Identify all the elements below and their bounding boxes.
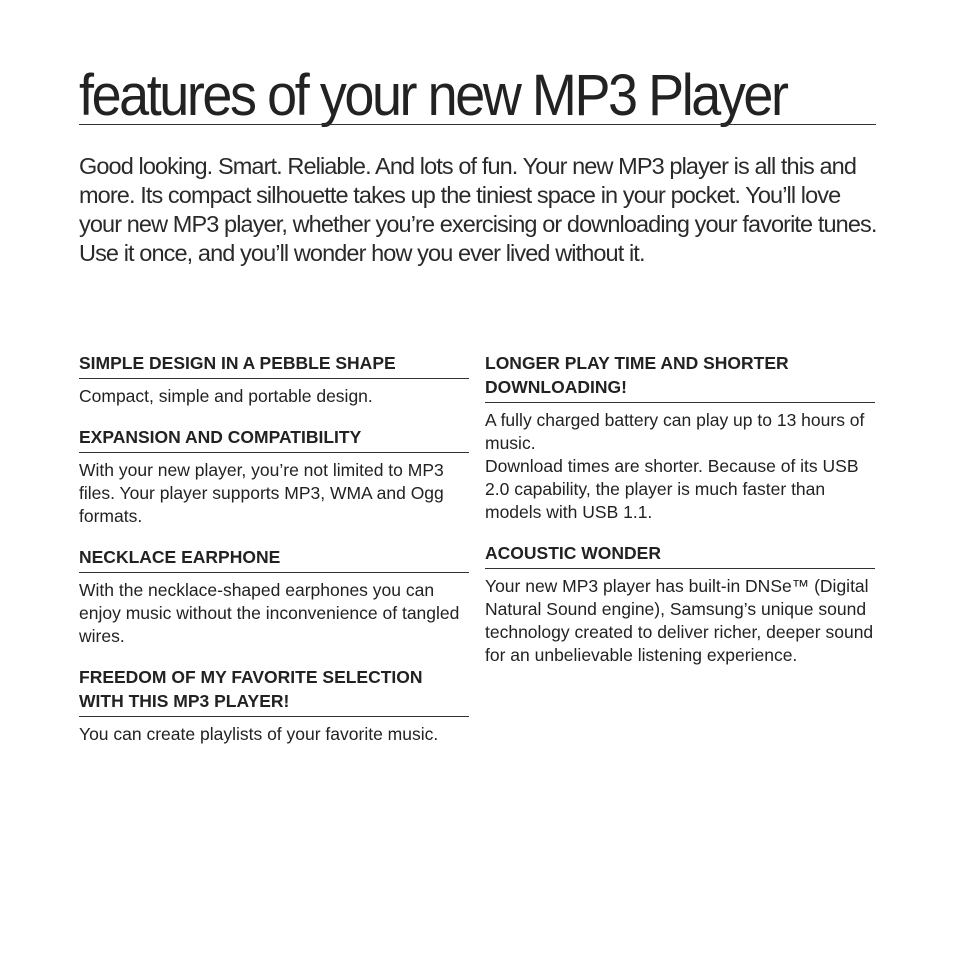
feature-heading: NECKLACE EARPHONE	[79, 544, 469, 573]
feature-body	[79, 573, 469, 648]
features-right-column	[485, 350, 875, 683]
intro-paragraph: Use it once, and you’ll wonder how you ever lived without it.	[79, 240, 645, 266]
feature-longer-play-time	[485, 350, 875, 524]
feature-acoustic-wonder	[485, 540, 875, 667]
feature-heading: LONGER PLAY TIME AND SHORTER DOWNLOADING!	[485, 350, 875, 403]
feature-heading: EXPANSION AND COMPATIBILITY	[79, 424, 469, 453]
feature-text: With your new player, you’re not limited to MP3 files. Your player supports MP3, WMA and Ogg formats.	[79, 460, 444, 526]
feature-body	[485, 569, 875, 667]
intro-text	[79, 152, 879, 268]
feature-text: Download times are shorter. Because of its USB 2.0 capability, the player is much faster than models with USB 1.1.	[485, 456, 859, 522]
feature-necklace-earphone	[79, 544, 469, 648]
feature-body	[485, 403, 875, 524]
feature-text: You can create playlists of your favorite music.	[79, 724, 439, 744]
page-title: features of your new MP3 Player	[79, 63, 787, 128]
intro-paragraph: Good looking. Smart. Reliable. And lots of fun. Your new MP3 player is all this and more. Its compact silhouette takes up the tiniest space in your pocket. You’ll love your new MP3 player, whether you’re exercising or downloading your favorite tunes.	[79, 153, 877, 237]
feature-text: Your new MP3 player has built-in DNSe™ (Digital Natural Sound engine), Samsung’s unique sound technology created to deliver richer, deeper sound for an unbelievable listening experience.	[485, 576, 874, 665]
feature-text: A fully charged battery can play up to 13 hours of music.	[485, 410, 865, 453]
title-underline	[79, 124, 876, 125]
feature-heading: SIMPLE DESIGN IN A PEBBLE SHAPE	[79, 350, 469, 379]
feature-body	[79, 717, 469, 746]
feature-simple-design	[79, 350, 469, 408]
feature-expansion	[79, 424, 469, 528]
feature-heading: FREEDOM OF MY FAVORITE SELECTION WITH THIS MP3 PLAYER!	[79, 664, 469, 717]
feature-favorite-selection	[79, 664, 469, 746]
features-left-column	[79, 350, 469, 762]
feature-text: With the necklace-shaped earphones you can enjoy music without the inconvenience of tangled wires.	[79, 580, 460, 646]
feature-heading: ACOUSTIC WONDER	[485, 540, 875, 569]
feature-body	[79, 379, 469, 408]
feature-text: Compact, simple and portable design.	[79, 386, 373, 406]
feature-body	[79, 453, 469, 528]
